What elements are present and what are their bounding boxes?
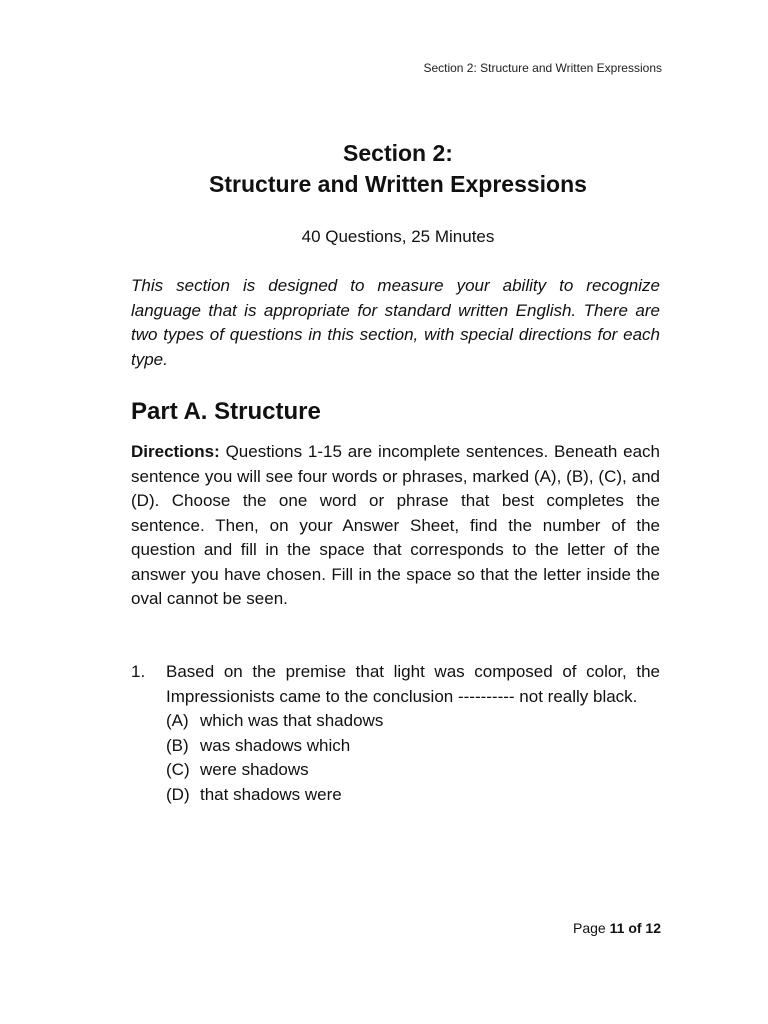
option-letter: (B) <box>166 735 189 755</box>
answer-option <box>166 783 660 808</box>
page-title <box>0 138 768 200</box>
option-text: were shadows <box>200 760 309 779</box>
option-text: which was that shadows <box>200 711 384 730</box>
answer-option <box>166 758 660 783</box>
question-stem: Based on the premise that light was composed of color, the Impressionists came to the conclusion ---------- not really black. <box>166 662 660 706</box>
option-text: that shadows were <box>200 784 342 804</box>
page-number <box>573 920 661 936</box>
running-header: Section 2: Structure and Written Expressions <box>423 61 662 75</box>
part-heading: Part A. Structure <box>131 398 321 425</box>
question-item <box>131 660 660 807</box>
section-intro: This section is designed to measure your ability to recognize language that is appropriate for standard written English. There are two types of questions in this section, with special directions for each type. <box>131 276 660 369</box>
section-subtitle: 40 Questions, 25 Minutes <box>301 227 495 246</box>
page-word: Page <box>573 920 606 936</box>
total-pages: 12 <box>645 920 661 936</box>
answer-option <box>166 709 660 734</box>
answer-option <box>166 734 660 759</box>
directions-text: Questions 1-15 are incomplete sentences. Beneath each sentence you will see four words or phrases, marked (A), (B), (C), and (D). Choose the one word or phrase that best completes the sentence. Then, on your Answer Sheet, find the number of the question and fill in the space that corresponds to the letter of the answer you have chosen. Fill in the space so that the letter inside the oval cannot be seen. <box>131 442 660 608</box>
option-letter: (A) <box>166 711 189 730</box>
title-line-1: Section 2: <box>343 140 453 166</box>
option-letter: (D) <box>166 784 190 804</box>
option-letter: (C) <box>166 760 190 779</box>
directions-label: Directions: <box>131 442 220 461</box>
directions-paragraph <box>131 440 660 612</box>
answer-options <box>166 709 660 807</box>
question-number: 1. <box>131 662 146 681</box>
option-text: was shadows which <box>200 735 351 755</box>
title-line-2: Structure and Written Expressions <box>209 171 587 197</box>
of-word: of <box>628 920 642 936</box>
current-page: 11 <box>609 920 625 936</box>
